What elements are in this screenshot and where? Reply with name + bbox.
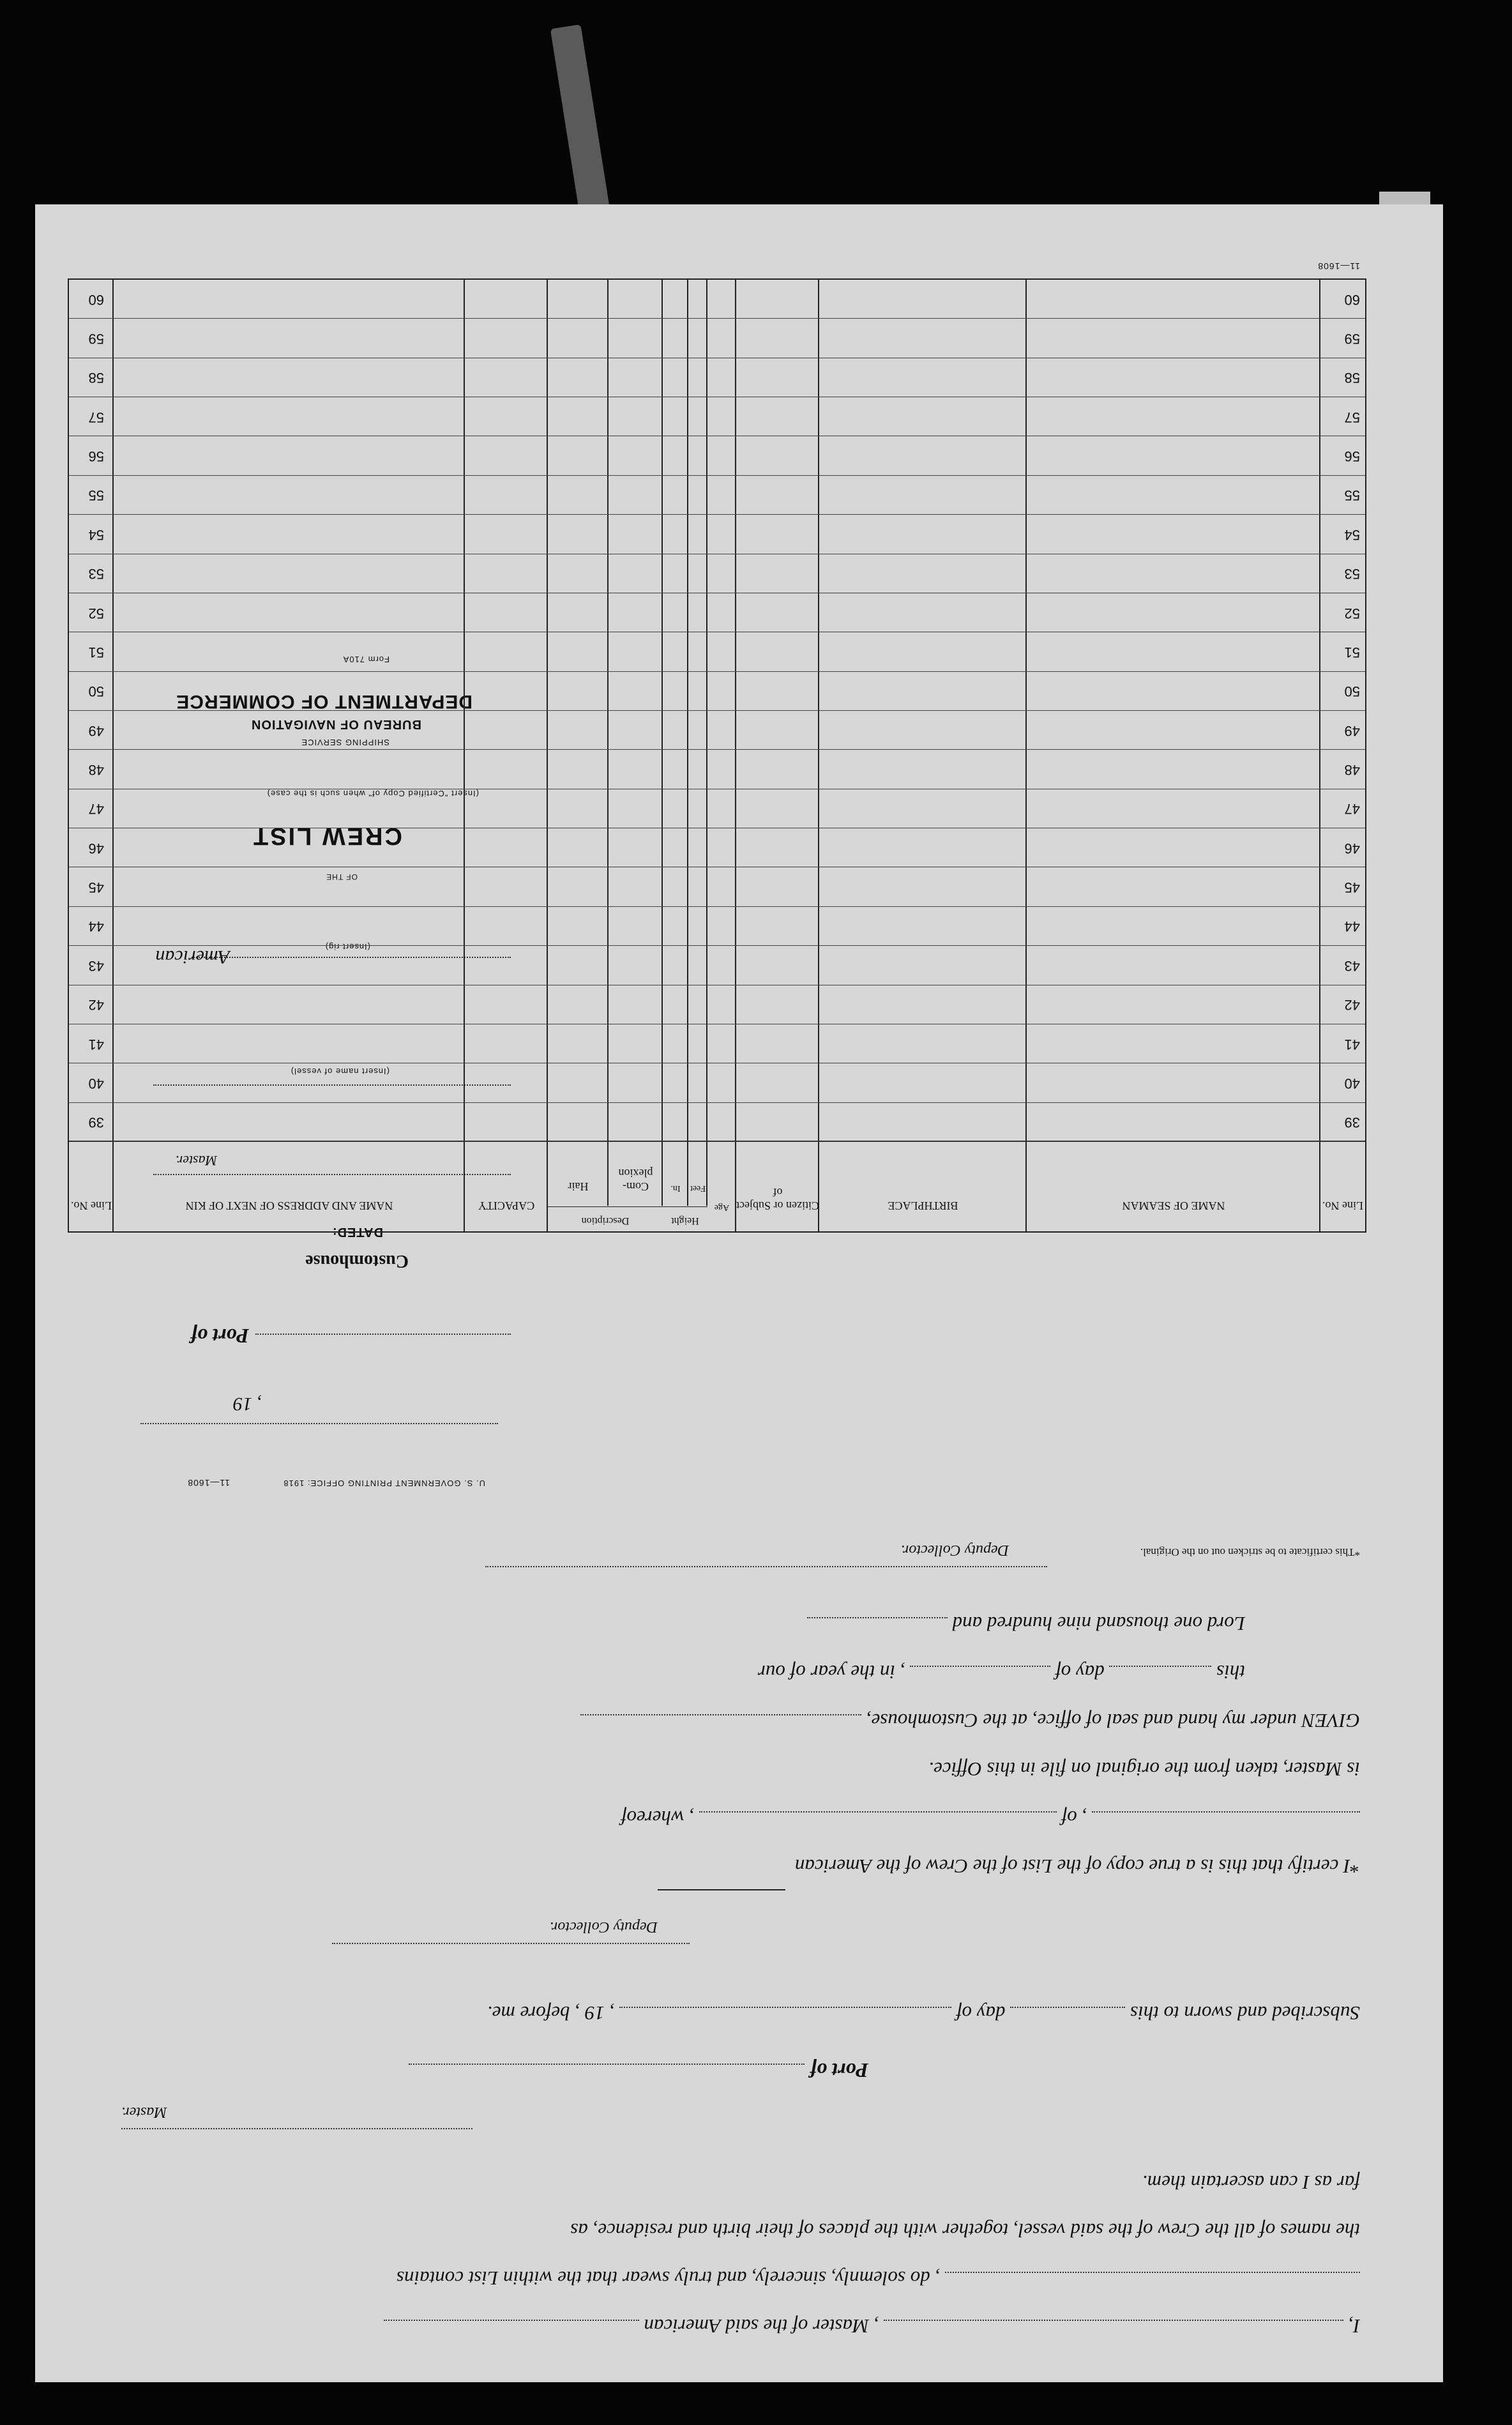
subscribed-line: Subscribed and sworn to this day of , 19 , before me.	[487, 2002, 1360, 2025]
line-number-left: 54	[1344, 526, 1360, 543]
line-number-right: 57	[88, 409, 104, 425]
header-citizen: Citizen or Subject of	[736, 1186, 819, 1212]
table-row	[69, 318, 1365, 319]
column-rule	[607, 280, 609, 1206]
column-rule	[1319, 280, 1320, 1231]
header-next-of-kin: NAME AND ADDRESS OF NEXT OF KIN	[185, 1199, 393, 1212]
line-number-left: 45	[1344, 879, 1360, 896]
oath-line3: the names of all the Crew of the said vessel, together with the places of their birth and residence, as	[570, 2219, 1360, 2242]
table-row	[69, 1102, 1365, 1103]
header-height: Height	[671, 1215, 699, 1226]
line-number-right: 41	[88, 1036, 104, 1053]
bureau: BUREAU OF NAVIGATION	[250, 717, 421, 731]
line-number-right: 55	[88, 487, 104, 504]
header-capacity: CAPACITY	[478, 1199, 535, 1212]
cover-port-of: Port of	[190, 1325, 249, 1348]
header-hair: Hair	[568, 1180, 589, 1193]
line-number-right: 48	[88, 762, 104, 779]
line-number-left: 41	[1344, 1036, 1360, 1053]
line-number-right: 39	[88, 1114, 104, 1131]
line-number-right: 59	[88, 331, 104, 347]
line-number-left: 56	[1344, 448, 1360, 465]
form-code-top: 11—1608	[187, 1478, 230, 1488]
divider-rule	[658, 1889, 785, 1890]
line-number-left: 55	[1344, 487, 1360, 504]
cover-american: American	[155, 946, 230, 968]
table-row	[69, 710, 1365, 711]
line-number-right: 53	[88, 566, 104, 582]
port-of-label: Port of	[810, 2059, 868, 2082]
line-number-right: 40	[88, 1075, 104, 1091]
cover-customhouse: Customhouse	[305, 1251, 409, 1271]
header-name: NAME OF SEAMAN	[1122, 1199, 1225, 1212]
header-birthplace: BIRTHPLACE	[888, 1199, 958, 1212]
line-number-right: 50	[88, 683, 104, 700]
header-complexion: Com-plexion	[618, 1167, 653, 1193]
line-number-left: 46	[1344, 840, 1360, 856]
cover-year: , 19	[233, 1394, 262, 1415]
table-row	[69, 1141, 1365, 1142]
line-number-left: 58	[1344, 370, 1360, 386]
column-rule	[547, 280, 548, 1231]
table-row	[69, 671, 1365, 672]
crew-list-title: CREW LIST	[252, 823, 402, 849]
cover-master: Master.	[175, 1153, 217, 1169]
column-rule	[818, 280, 819, 1231]
line-number-left: 57	[1344, 409, 1360, 425]
column-rule	[464, 280, 465, 1231]
insert-rig: (Insert rig)	[324, 942, 370, 952]
line-number-left: 44	[1344, 918, 1360, 935]
line-number-right: 45	[88, 879, 104, 896]
table-header	[69, 1141, 1365, 1231]
certify-line1: *I certify that this is a true copy of the List of the Crew of the American	[794, 1855, 1360, 1878]
line-number-left: 39	[1344, 1114, 1360, 1131]
line-number-left: 43	[1344, 957, 1360, 974]
crew-table	[68, 278, 1366, 1233]
shipping-service: SHIPPING SERVICE	[301, 738, 389, 747]
line-number-right: 58	[88, 370, 104, 386]
line-number-right: 46	[88, 840, 104, 856]
page-content-rotated	[35, 204, 1443, 2382]
line-number-left: 40	[1344, 1075, 1360, 1091]
footnote: *This certificate to be stricken out on the Original.	[1140, 1546, 1360, 1558]
binding-ribbon	[550, 24, 610, 218]
column-rule	[687, 280, 688, 1206]
header-line-no: Line No.	[1322, 1199, 1363, 1212]
cover-dated: DATED:	[331, 1225, 383, 1239]
certify-text: *I certify that this is a true copy of the List of the Crew of the American , of , whereof is Master, taken from the original on file in this Office. GIVEN under my hand and seal of office, at the Customhouse, this day of , in the year of our Lord one thousand nine hundred and	[83, 1612, 1360, 1878]
table-row	[69, 475, 1365, 476]
line-number-right: 56	[88, 448, 104, 465]
line-number-right: 60	[88, 291, 104, 308]
line-number-left: 52	[1344, 605, 1360, 621]
column-rule	[735, 280, 736, 1231]
deputy-collector-1: Deputy Collector.	[549, 1919, 658, 1935]
oath-line1-a: I,	[1348, 2315, 1360, 2338]
header-line-no-r: Line No.	[71, 1199, 112, 1212]
column-rule	[1025, 280, 1027, 1231]
line-number-right: 51	[88, 644, 104, 660]
column-rule	[662, 280, 663, 1206]
oath-port	[409, 2058, 868, 2082]
is-master-line: is Master, taken from the original on file in this Office.	[928, 1758, 1360, 1781]
master-signature-label: Master.	[121, 2104, 167, 2120]
line-number-left: 51	[1344, 644, 1360, 660]
form-code-bottom: 11—1608	[1317, 261, 1360, 271]
header-feet: Feet	[690, 1183, 706, 1193]
table-row	[69, 945, 1365, 946]
oath-line1-b: , Master of the said American	[644, 2315, 879, 2338]
department: DEPARTMENT OF COMMERCE	[176, 691, 472, 712]
of-the: OF THE	[326, 872, 358, 881]
line-number-left: 53	[1344, 566, 1360, 582]
table-row	[69, 906, 1365, 907]
group-rule	[663, 1206, 707, 1207]
line-number-right: 52	[88, 605, 104, 621]
oath-line2: , do solemnly, sincerely, and truly swear that the within List contains	[396, 2267, 941, 2290]
line-number-left: 59	[1344, 331, 1360, 347]
line-number-left: 47	[1344, 801, 1360, 817]
table-row	[69, 514, 1365, 515]
header-in: In.	[670, 1183, 681, 1193]
line-number-left: 42	[1344, 997, 1360, 1014]
line-number-right: 43	[88, 957, 104, 974]
header-age: Age	[714, 1203, 730, 1212]
oath-line4: far as I can ascertain them.	[1142, 2171, 1360, 2194]
column-rule	[706, 280, 707, 1206]
group-rule	[548, 1206, 663, 1207]
line-number-right: 44	[88, 918, 104, 935]
column-rule	[112, 280, 114, 1231]
line-number-left: 48	[1344, 762, 1360, 779]
printer-line: U. S. GOVERNMENT PRINTING OFFICE: 1918	[283, 1479, 485, 1488]
crew-list-page	[35, 204, 1443, 2382]
header-description: Description	[581, 1215, 630, 1226]
crew-table-region	[35, 204, 1443, 1258]
table-row	[69, 749, 1365, 750]
line-number-right: 54	[88, 526, 104, 543]
line-number-left: 50	[1344, 683, 1360, 700]
line-number-left: 60	[1344, 291, 1360, 308]
form-number: Form 710A	[342, 655, 389, 664]
line-number-right: 49	[88, 722, 104, 739]
line-number-right: 42	[88, 997, 104, 1014]
insert-vessel: (Insert name of vessel)	[290, 1067, 389, 1076]
line-number-right: 47	[88, 801, 104, 817]
deputy-collector-2: Deputy Collector.	[900, 1542, 1009, 1558]
line-number-left: 49	[1344, 722, 1360, 739]
certified-note: (Insert "Certified Copy of" when such is the case)	[266, 789, 479, 798]
